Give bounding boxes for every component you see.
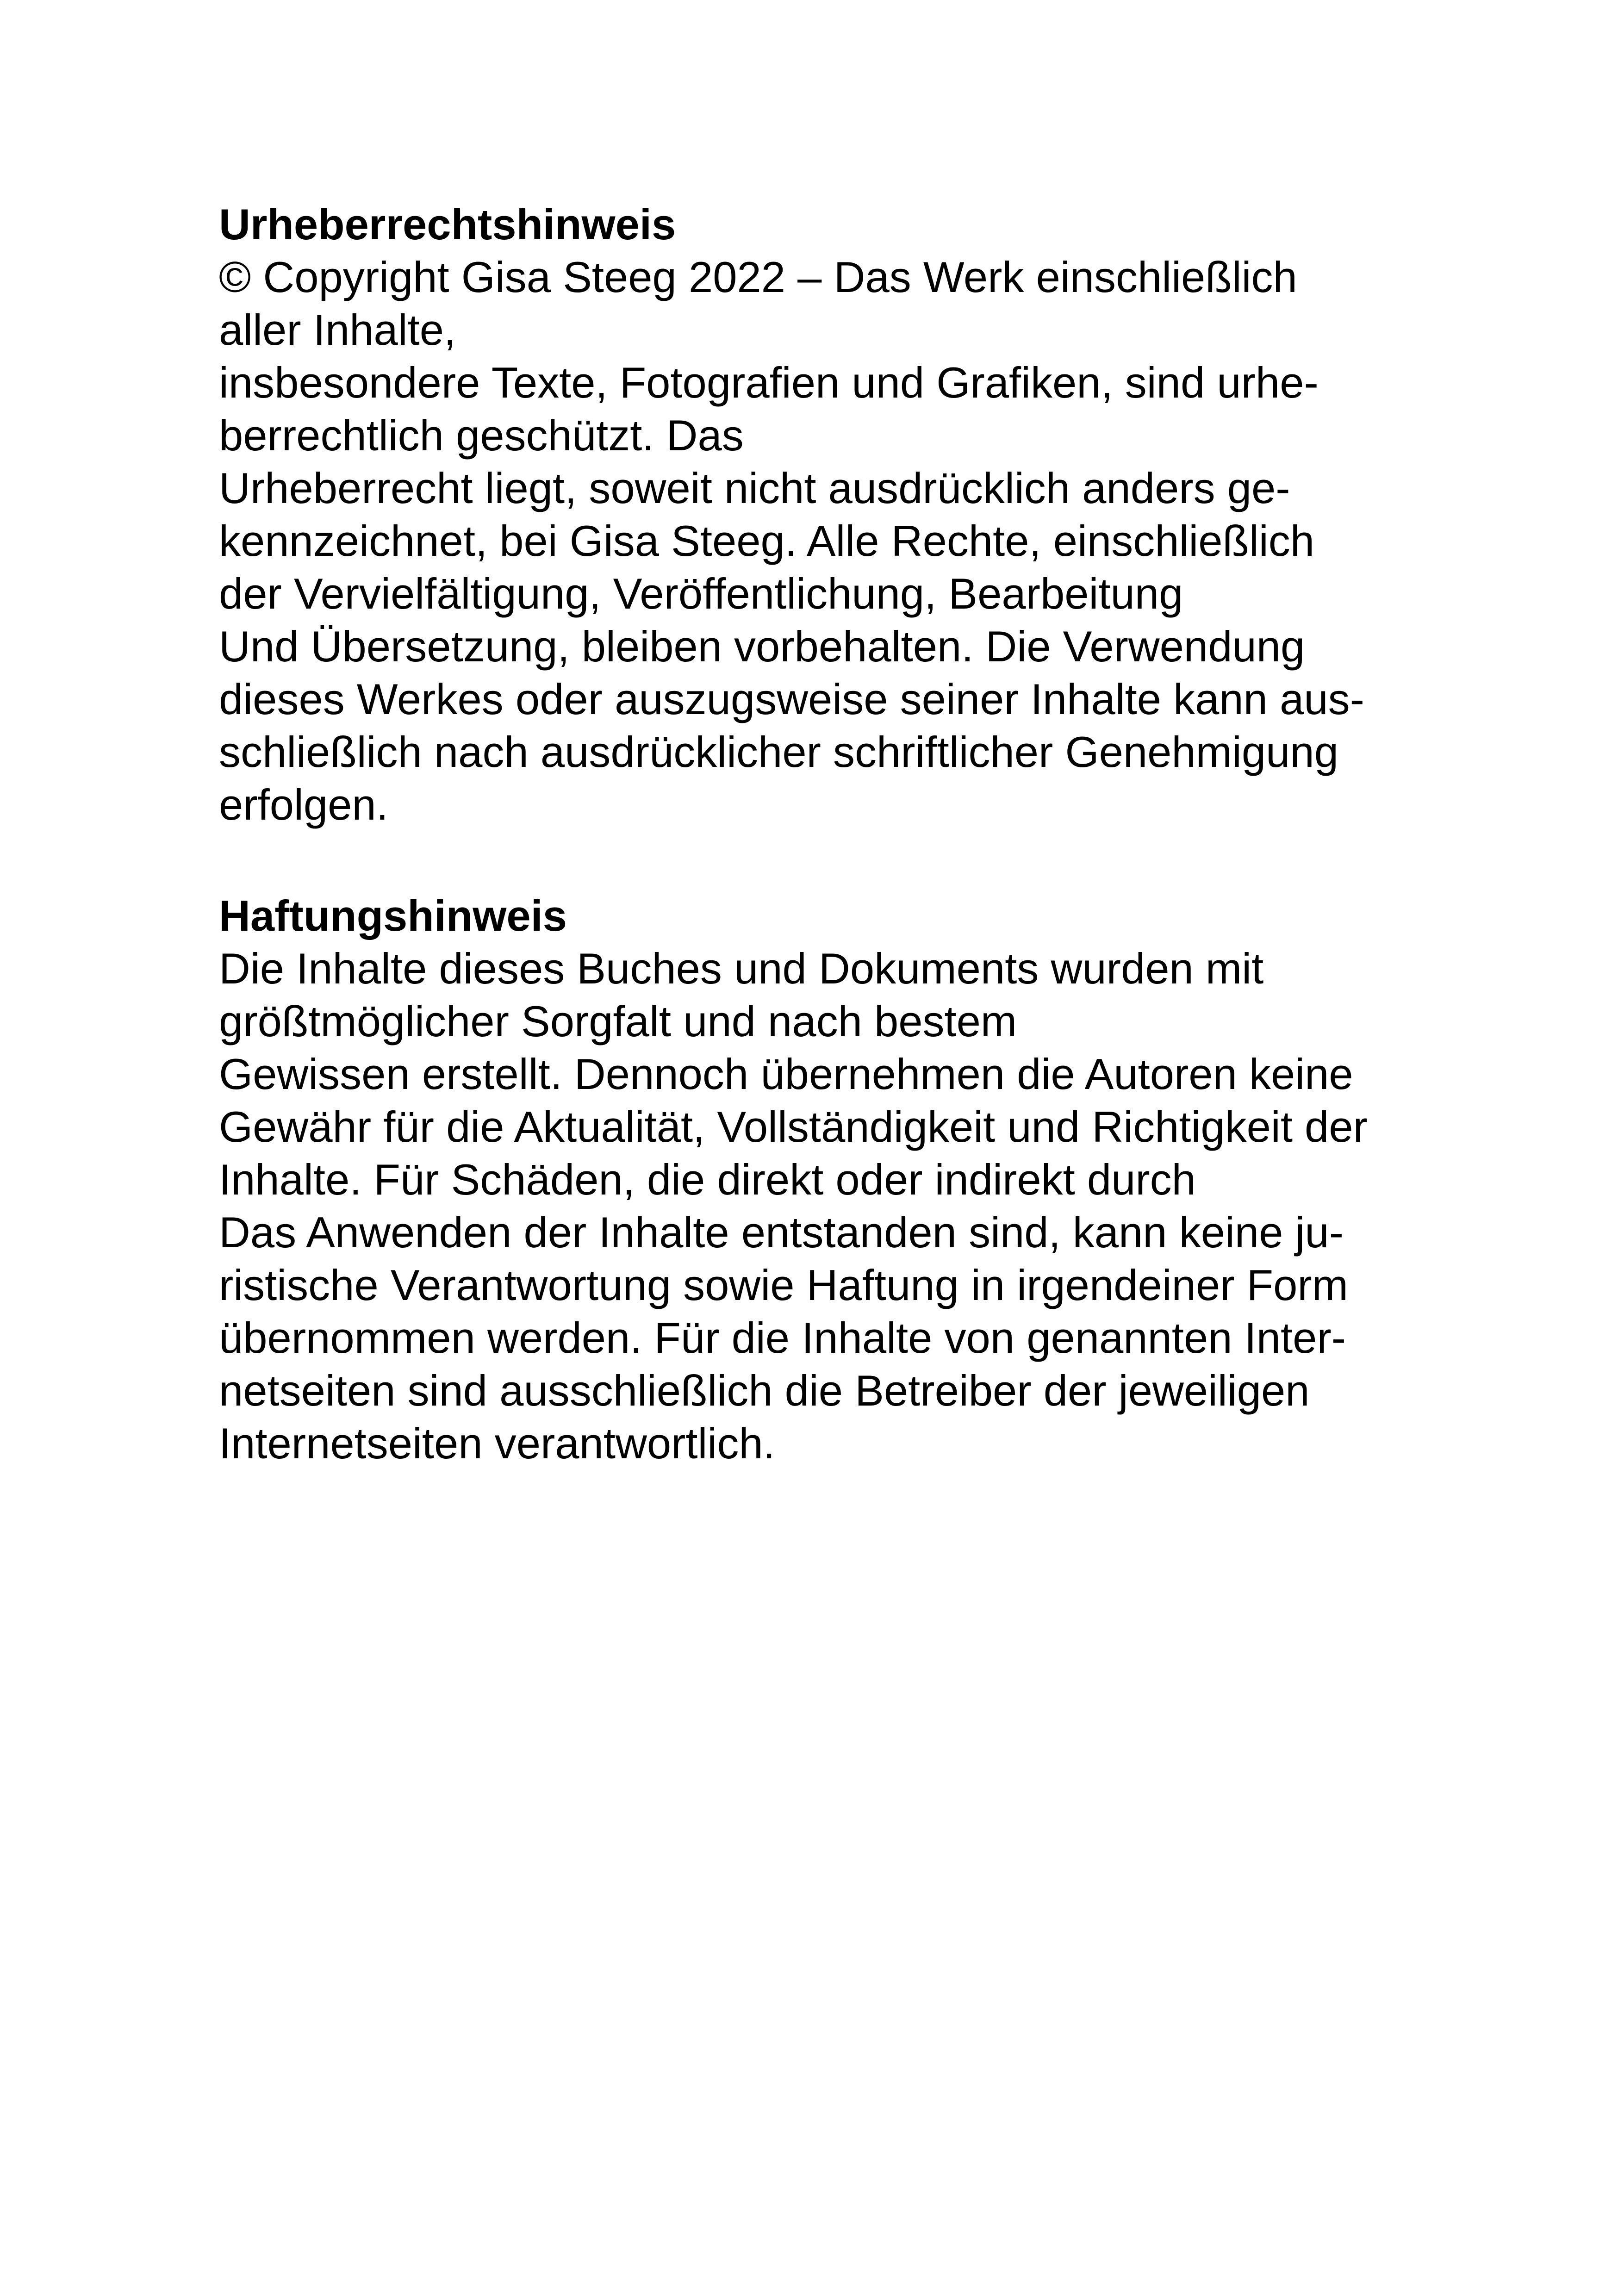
copyright-line: Und Übersetzung, bleiben vorbehalten. Die Verwendung bbox=[219, 622, 1305, 671]
copyright-line: insbesondere Texte, Fotografien und Grafiken, sind urhe- bbox=[219, 358, 1319, 407]
copyright-line: erfolgen. bbox=[219, 780, 388, 829]
liability-line: Internetseiten verantwortlich. bbox=[219, 1419, 775, 1468]
copyright-line: berrechtlich geschützt. Das bbox=[219, 411, 744, 460]
copyright-heading: Urheberrechtshinweis bbox=[219, 200, 676, 249]
copyright-line: schließlich nach ausdrücklicher schriftlicher Genehmigung bbox=[219, 728, 1338, 776]
liability-line: Gewissen erstellt. Dennoch übernehmen die Autoren keine bbox=[219, 1050, 1353, 1098]
copyright-line: kennzeichnet, bei Gisa Steeg. Alle Rechte, einschließlich bbox=[219, 516, 1314, 565]
liability-line: netseiten sind ausschließlich die Betreiber der jeweiligen bbox=[219, 1366, 1310, 1415]
copyright-line: Urheberrecht liegt, soweit nicht ausdrücklich anders ge- bbox=[219, 464, 1290, 512]
liability-line: Die Inhalte dieses Buches und Dokuments wurden mit bbox=[219, 944, 1264, 993]
copyright-line: der Vervielfältigung, Veröffentlichung, Bearbeitung bbox=[219, 569, 1183, 618]
copyright-line: dieses Werkes oder auszugsweise seiner Inhalte kann aus- bbox=[219, 675, 1364, 723]
copyright-line: © Copyright Gisa Steeg 2022 – Das Werk einschließlich bbox=[219, 253, 1297, 301]
liability-line: übernommen werden. Für die Inhalte von genannten Inter- bbox=[219, 1313, 1346, 1362]
liability-heading: Haftungshinweis bbox=[219, 891, 567, 940]
liability-line: Inhalte. Für Schäden, die direkt oder indirekt durch bbox=[219, 1155, 1196, 1204]
liability-line: größtmöglicher Sorgfalt und nach bestem bbox=[219, 997, 1017, 1045]
copyright-line: aller Inhalte, bbox=[219, 305, 456, 354]
liability-notice-section bbox=[219, 890, 1492, 1470]
liability-line: Das Anwenden der Inhalte entstanden sind, kann keine ju- bbox=[219, 1208, 1344, 1257]
copyright-notice-section bbox=[219, 198, 1492, 831]
liability-line: Gewähr für die Aktualität, Vollständigkeit und Richtigkeit der bbox=[219, 1102, 1368, 1151]
liability-line: ristische Verantwortung sowie Haftung in irgendeiner Form bbox=[219, 1261, 1348, 1309]
